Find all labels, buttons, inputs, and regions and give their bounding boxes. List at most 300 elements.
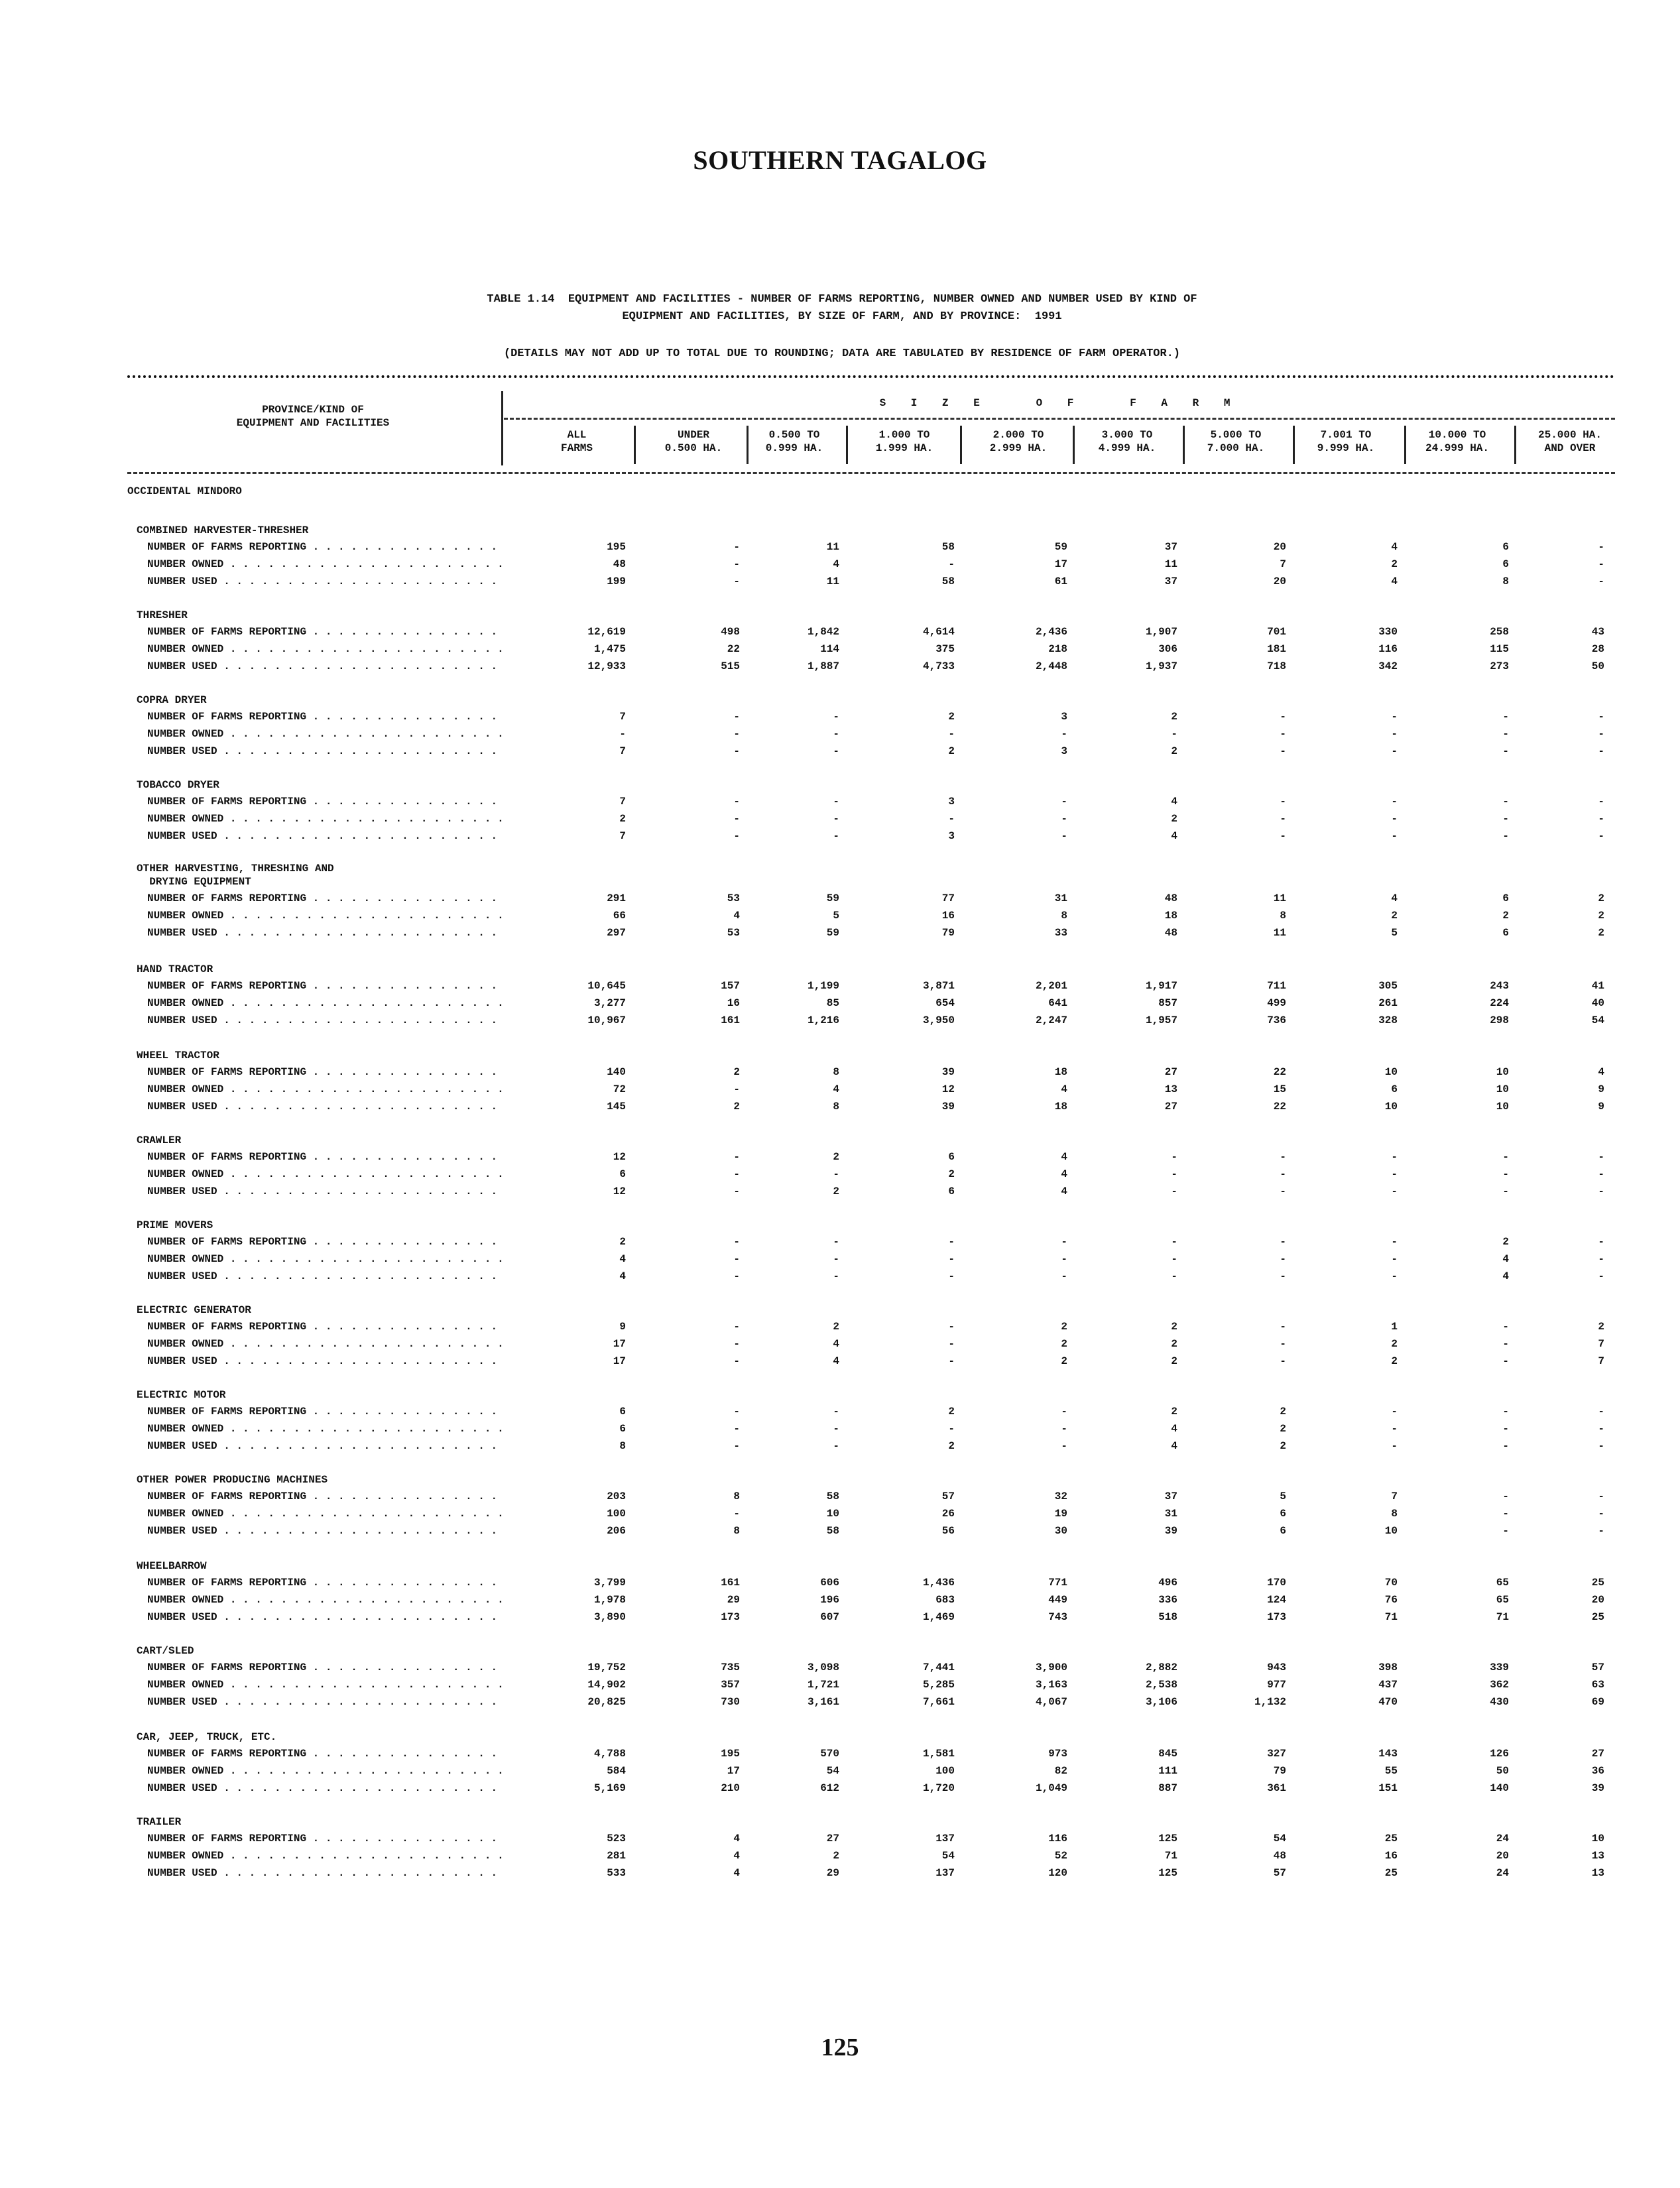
table-cell: 58: [826, 1525, 839, 1537]
table-cell: -: [733, 558, 740, 570]
table-cell: -: [733, 745, 740, 757]
table-row: [0, 1148, 1680, 1166]
table-cell: 4: [733, 1850, 740, 1862]
table-row: [0, 907, 1680, 924]
table-cell: 2: [1391, 910, 1398, 922]
table-cell: 54: [1273, 1833, 1286, 1845]
table-cell: 5: [833, 910, 839, 922]
table-cell: 18: [1054, 1101, 1067, 1113]
table-cell: 4: [1391, 576, 1398, 587]
table-cell: 58: [941, 576, 955, 587]
table-cell: 2: [1598, 910, 1604, 922]
row-label: NUMBER OWNED . . .: [147, 1250, 505, 1268]
table-cell: 41: [1591, 980, 1604, 992]
table-row: [0, 1064, 1680, 1081]
table-row: [0, 556, 1680, 573]
row-label: NUMBER OF FARMS REPORTING . . .: [147, 1488, 505, 1505]
table-cell: 701: [1267, 626, 1286, 638]
table-cell: 2: [1502, 910, 1509, 922]
table-cell: -: [733, 576, 740, 587]
row-label: NUMBER USED . . .: [147, 827, 505, 845]
size-header-rule: [504, 418, 1615, 420]
table-cell: 3,950: [922, 1014, 955, 1026]
table-cell: -: [1502, 1168, 1509, 1180]
table-cell: -: [1061, 1423, 1067, 1435]
equipment-group-title: CRAWLER: [137, 1134, 182, 1146]
table-cell: -: [1391, 1185, 1398, 1197]
equipment-group-title: CAR, JEEP, TRUCK, ETC.: [137, 1731, 277, 1743]
table-cell: 111: [1158, 1765, 1177, 1777]
row-label: NUMBER OF FARMS REPORTING . . .: [147, 1830, 505, 1847]
table-cell: -: [1598, 1406, 1604, 1418]
table-cell: -: [833, 1406, 839, 1418]
table-cell: -: [1280, 1185, 1286, 1197]
table-cell: 10: [1496, 1101, 1509, 1113]
table-cell: 12,619: [587, 626, 626, 638]
table-cell: -: [1280, 830, 1286, 842]
table-cell: 145: [607, 1101, 626, 1113]
table-row: [0, 1522, 1680, 1540]
table-row: [0, 1183, 1680, 1200]
table-cell: 7: [1598, 1338, 1604, 1350]
page-number: 125: [821, 2034, 859, 2061]
column-header: 2.000 TO 2.999 HA.: [989, 429, 1048, 454]
row-label: NUMBER OF FARMS REPORTING . . .: [147, 977, 505, 995]
province-name: OCCIDENTAL MINDORO: [127, 485, 242, 497]
table-cell: 3: [948, 830, 955, 842]
table-cell: 25: [1591, 1577, 1604, 1589]
column-header: UNDER 0.500 HA.: [664, 429, 723, 454]
row-label: NUMBER OWNED . . .: [147, 995, 505, 1012]
table-cell: 4: [833, 558, 839, 570]
table-cell: 76: [1384, 1594, 1398, 1606]
table-cell: 39: [941, 1066, 955, 1078]
table-cell: 2: [1598, 892, 1604, 904]
row-label: NUMBER OWNED . . .: [147, 640, 505, 658]
equipment-group-title: TOBACCO DRYER: [137, 779, 219, 791]
table-cell: 2: [1171, 813, 1177, 825]
table-cell: 210: [721, 1782, 740, 1794]
table-cell: 6: [619, 1423, 626, 1435]
table-row: [0, 1403, 1680, 1420]
table-cell: -: [1598, 1151, 1604, 1163]
table-cell: 37: [1164, 541, 1177, 553]
table-cell: 3: [1061, 711, 1067, 723]
column-divider: [1293, 426, 1295, 464]
table-cell: 4: [1171, 796, 1177, 808]
table-cell: 3,871: [922, 980, 955, 992]
table-row: [0, 1098, 1680, 1115]
table-cell: 8: [733, 1490, 740, 1502]
table-cell: 43: [1591, 626, 1604, 638]
table-cell: 115: [1490, 643, 1509, 655]
table-cell: -: [1502, 813, 1509, 825]
table-cell: 7,441: [922, 1662, 955, 1673]
table-cell: 4: [833, 1355, 839, 1367]
table-row: [0, 810, 1680, 827]
table-cell: -: [1598, 541, 1604, 553]
table-cell: 71: [1384, 1611, 1398, 1623]
table-cell: 449: [1048, 1594, 1067, 1606]
table-cell: 2: [948, 1440, 955, 1452]
table-cell: 735: [721, 1662, 740, 1673]
table-row: [0, 538, 1680, 556]
table-cell: 37: [1164, 576, 1177, 587]
table-cell: -: [948, 1270, 955, 1282]
table-cell: 70: [1384, 1577, 1398, 1589]
table-cell: 71: [1164, 1850, 1177, 1862]
table-cell: 430: [1490, 1696, 1509, 1708]
table-cell: 258: [1490, 626, 1509, 638]
table-cell: 22: [1273, 1066, 1286, 1078]
column-divider: [1183, 426, 1185, 464]
equipment-group-title: COPRA DRYER: [137, 694, 207, 706]
table-cell: 306: [1158, 643, 1177, 655]
table-row: [0, 1437, 1680, 1455]
table-cell: -: [733, 1185, 740, 1197]
row-label: NUMBER OWNED . . .: [147, 1591, 505, 1609]
table-row: [0, 1847, 1680, 1864]
table-cell: 17: [613, 1338, 626, 1350]
column-divider: [634, 426, 636, 464]
table-row: [0, 1591, 1680, 1609]
table-cell: 16: [941, 910, 955, 922]
table-cell: -: [1598, 745, 1604, 757]
table-cell: 59: [1054, 541, 1067, 553]
table-cell: -: [1502, 728, 1509, 740]
table-cell: 4: [733, 1867, 740, 1879]
equipment-group-title: WHEEL TRACTOR: [137, 1050, 219, 1062]
table-cell: -: [833, 711, 839, 723]
table-cell: -: [1598, 1185, 1604, 1197]
column-header: 3.000 TO 4.999 HA.: [1098, 429, 1156, 454]
table-cell: 2,247: [1035, 1014, 1067, 1026]
table-cell: 2: [1598, 927, 1604, 939]
table-cell: -: [733, 1355, 740, 1367]
table-cell: 59: [826, 927, 839, 939]
column-header: 25.000 HA. AND OVER: [1537, 429, 1602, 454]
table-cell: 361: [1267, 1782, 1286, 1794]
row-label: NUMBER USED . . .: [147, 1012, 505, 1029]
table-cell: 173: [1267, 1611, 1286, 1623]
table-cell: 66: [613, 910, 626, 922]
table-cell: -: [833, 1270, 839, 1282]
table-cell: 7: [619, 830, 626, 842]
table-cell: -: [1391, 830, 1398, 842]
table-cell: -: [1598, 813, 1604, 825]
table-cell: 298: [1490, 1014, 1509, 1026]
table-cell: 2,201: [1035, 980, 1067, 992]
equipment-group-title: OTHER HARVESTING, THRESHING AND DRYING EQUIPMENT: [137, 863, 334, 888]
table-cell: -: [733, 1338, 740, 1350]
table-cell: 771: [1048, 1577, 1067, 1589]
table-cell: 2: [1502, 1236, 1509, 1248]
table-cell: -: [733, 711, 740, 723]
table-cell: 82: [1054, 1765, 1067, 1777]
table-cell: 1,132: [1254, 1696, 1286, 1708]
table-cell: 1,049: [1035, 1782, 1067, 1794]
table-cell: -: [948, 558, 955, 570]
table-cell: 31: [1164, 1508, 1177, 1520]
table-cell: 6: [1502, 558, 1509, 570]
table-cell: 6: [1391, 1083, 1398, 1095]
row-label: NUMBER USED . . .: [147, 1693, 505, 1711]
table-cell: -: [733, 1270, 740, 1282]
table-cell: -: [733, 830, 740, 842]
table-cell: 1,720: [922, 1782, 955, 1794]
table-cell: 2: [1171, 745, 1177, 757]
equipment-group-title: OTHER POWER PRODUCING MACHINES: [137, 1474, 328, 1486]
table-cell: 305: [1378, 980, 1398, 992]
table-cell: 498: [721, 626, 740, 638]
table-cell: 12: [613, 1151, 626, 1163]
table-cell: 100: [607, 1508, 626, 1520]
table-cell: -: [1171, 1185, 1177, 1197]
row-label: NUMBER USED . . .: [147, 1098, 505, 1115]
table-cell: 10: [1591, 1833, 1604, 1845]
table-cell: 17: [727, 1765, 740, 1777]
table-cell: 1,842: [807, 626, 839, 638]
table-cell: -: [833, 1236, 839, 1248]
table-cell: 7: [619, 745, 626, 757]
table-cell: 584: [607, 1765, 626, 1777]
table-cell: 973: [1048, 1748, 1067, 1760]
table-cell: 196: [820, 1594, 839, 1606]
table-row: [0, 977, 1680, 995]
row-label: NUMBER OWNED . . .: [147, 556, 505, 573]
table-cell: 124: [1267, 1594, 1286, 1606]
table-cell: 224: [1490, 997, 1509, 1009]
table-cell: 30: [1054, 1525, 1067, 1537]
table-cell: 48: [613, 558, 626, 570]
table-cell: -: [833, 1423, 839, 1435]
table-cell: 4: [733, 1833, 740, 1845]
table-cell: -: [833, 728, 839, 740]
table-cell: 69: [1591, 1696, 1604, 1708]
table-cell: 72: [613, 1083, 626, 1095]
table-cell: -: [948, 1253, 955, 1265]
table-cell: 654: [935, 997, 955, 1009]
table-cell: 2: [1171, 711, 1177, 723]
table-cell: 3,277: [593, 997, 626, 1009]
table-cell: 61: [1054, 576, 1067, 587]
table-cell: 342: [1378, 660, 1398, 672]
equipment-group-title: COMBINED HARVESTER-THRESHER: [137, 524, 309, 536]
table-cell: 3,098: [807, 1662, 839, 1673]
table-cell: 4,067: [1035, 1696, 1067, 1708]
table-cell: 28: [1591, 643, 1604, 655]
table-cell: 7: [1598, 1355, 1604, 1367]
table-row: [0, 623, 1680, 640]
table-cell: -: [733, 1253, 740, 1265]
table-cell: 2: [733, 1101, 740, 1113]
table-row: [0, 1335, 1680, 1353]
table-cell: -: [1391, 1406, 1398, 1418]
table-cell: 1,978: [593, 1594, 626, 1606]
table-cell: -: [833, 813, 839, 825]
table-cell: 6: [948, 1151, 955, 1163]
table-cell: 8: [1391, 1508, 1398, 1520]
row-label: NUMBER OWNED . . .: [147, 725, 505, 743]
column-header: 1.000 TO 1.999 HA.: [875, 429, 933, 454]
page-title: SOUTHERN TAGALOG: [693, 145, 987, 175]
table-cell: -: [1502, 745, 1509, 757]
table-cell: 2,882: [1145, 1662, 1177, 1673]
table-cell: -: [1391, 1423, 1398, 1435]
column-divider: [960, 426, 962, 464]
table-cell: 1,581: [922, 1748, 955, 1760]
table-cell: 10: [1496, 1083, 1509, 1095]
table-cell: 2: [1280, 1440, 1286, 1452]
table-cell: 40: [1591, 997, 1604, 1009]
table-row: [0, 1081, 1680, 1098]
top-rule: [127, 375, 1615, 378]
row-label: NUMBER OF FARMS REPORTING . . .: [147, 1064, 505, 1081]
table-cell: -: [948, 1355, 955, 1367]
table-row: [0, 658, 1680, 675]
table-cell: 4: [1502, 1270, 1509, 1282]
table-cell: 261: [1378, 997, 1398, 1009]
table-cell: 56: [941, 1525, 955, 1537]
size-of-farm-header: S I Z E O F F A R M: [879, 397, 1240, 409]
table-cell: 195: [607, 541, 626, 553]
table-cell: 57: [1591, 1662, 1604, 1673]
table-cell: -: [833, 796, 839, 808]
table-cell: 50: [1496, 1765, 1509, 1777]
row-label: NUMBER OF FARMS REPORTING . . .: [147, 1659, 505, 1676]
table-cell: 736: [1267, 1014, 1286, 1026]
table-cell: -: [1061, 830, 1067, 842]
table-cell: 17: [1054, 558, 1067, 570]
table-cell: 4: [833, 1338, 839, 1350]
table-cell: -: [1171, 1253, 1177, 1265]
table-cell: 4: [833, 1083, 839, 1095]
table-note: (DETAILS MAY NOT ADD UP TO TOTAL DUE TO ROUNDING; DATA ARE TABULATED BY RESIDENCE OF FARM OPERATOR.): [503, 347, 1181, 360]
table-cell: 2: [948, 1168, 955, 1180]
table-cell: 17: [613, 1355, 626, 1367]
table-cell: -: [733, 1508, 740, 1520]
stub-separator-line: [501, 391, 503, 465]
table-cell: 55: [1384, 1765, 1398, 1777]
table-cell: -: [1061, 1253, 1067, 1265]
table-cell: 515: [721, 660, 740, 672]
table-cell: 100: [935, 1765, 955, 1777]
table-cell: 2: [948, 1406, 955, 1418]
column-divider: [846, 426, 848, 464]
table-cell: 13: [1164, 1083, 1177, 1095]
column-header: 10.000 TO 24.999 HA.: [1425, 429, 1489, 454]
table-cell: 25: [1384, 1867, 1398, 1879]
table-cell: 29: [727, 1594, 740, 1606]
table-cell: -: [1280, 728, 1286, 740]
table-cell: 1,917: [1145, 980, 1177, 992]
table-cell: 6: [1502, 541, 1509, 553]
table-cell: -: [733, 1151, 740, 1163]
table-cell: 206: [607, 1525, 626, 1537]
table-cell: -: [1502, 1525, 1509, 1537]
table-cell: 4: [1171, 1440, 1177, 1452]
table-cell: -: [733, 796, 740, 808]
table-cell: -: [833, 1440, 839, 1452]
table-cell: 845: [1158, 1748, 1177, 1760]
table-cell: 114: [820, 643, 839, 655]
table-cell: 10: [1496, 1066, 1509, 1078]
table-cell: 2: [1391, 558, 1398, 570]
table-cell: 2: [1061, 1321, 1067, 1333]
table-cell: 3,900: [1035, 1662, 1067, 1673]
table-cell: 2: [733, 1066, 740, 1078]
table-cell: -: [1502, 711, 1509, 723]
table-cell: 4: [1061, 1185, 1067, 1197]
table-cell: -: [1502, 1423, 1509, 1435]
table-cell: 137: [935, 1867, 955, 1879]
table-cell: 2: [619, 1236, 626, 1248]
row-label: NUMBER OF FARMS REPORTING . . .: [147, 793, 505, 810]
table-cell: 641: [1048, 997, 1067, 1009]
table-row: [0, 573, 1680, 590]
table-cell: 10: [1384, 1525, 1398, 1537]
table-cell: -: [1391, 1440, 1398, 1452]
table-cell: 2: [1171, 1355, 1177, 1367]
table-cell: 39: [941, 1101, 955, 1113]
row-label: NUMBER OWNED . . .: [147, 1166, 505, 1183]
row-label: NUMBER OWNED . . .: [147, 1676, 505, 1693]
table-cell: 7,661: [922, 1696, 955, 1708]
equipment-group-title: HAND TRACTOR: [137, 963, 213, 975]
table-cell: -: [1598, 711, 1604, 723]
table-cell: 157: [721, 980, 740, 992]
table-cell: 357: [721, 1679, 740, 1691]
table-cell: 1,721: [807, 1679, 839, 1691]
table-cell: 3: [1061, 745, 1067, 757]
row-label: NUMBER OF FARMS REPORTING . . .: [147, 1745, 505, 1762]
table-cell: 496: [1158, 1577, 1177, 1589]
column-divider: [1514, 426, 1516, 464]
table-cell: -: [948, 728, 955, 740]
table-cell: 606: [820, 1577, 839, 1589]
table-row: [0, 725, 1680, 743]
row-label: NUMBER OF FARMS REPORTING . . .: [147, 1318, 505, 1335]
equipment-group-title: CART/SLED: [137, 1645, 194, 1657]
table-cell: 10: [1384, 1066, 1398, 1078]
table-cell: 243: [1490, 980, 1509, 992]
table-cell: 1,475: [593, 643, 626, 655]
row-label: NUMBER OWNED . . .: [147, 1081, 505, 1098]
table-row: [0, 827, 1680, 845]
table-cell: -: [1280, 1321, 1286, 1333]
table-cell: -: [733, 1440, 740, 1452]
table-cell: 59: [826, 892, 839, 904]
table-cell: 2: [833, 1850, 839, 1862]
row-label: NUMBER OF FARMS REPORTING . . .: [147, 623, 505, 640]
table-cell: 4: [1598, 1066, 1604, 1078]
table-cell: -: [1280, 1236, 1286, 1248]
table-cell: 743: [1048, 1611, 1067, 1623]
table-cell: 125: [1158, 1833, 1177, 1845]
table-cell: -: [1280, 796, 1286, 808]
table-cell: -: [1598, 1168, 1604, 1180]
table-cell: 3: [948, 796, 955, 808]
table-row: [0, 924, 1680, 942]
row-label: NUMBER OWNED . . .: [147, 1847, 505, 1864]
table-cell: -: [1391, 711, 1398, 723]
table-cell: -: [1598, 830, 1604, 842]
table-cell: -: [1598, 796, 1604, 808]
table-cell: 137: [935, 1833, 955, 1845]
table-cell: -: [1171, 1270, 1177, 1282]
table-cell: 7: [619, 796, 626, 808]
table-cell: 27: [1164, 1066, 1177, 1078]
